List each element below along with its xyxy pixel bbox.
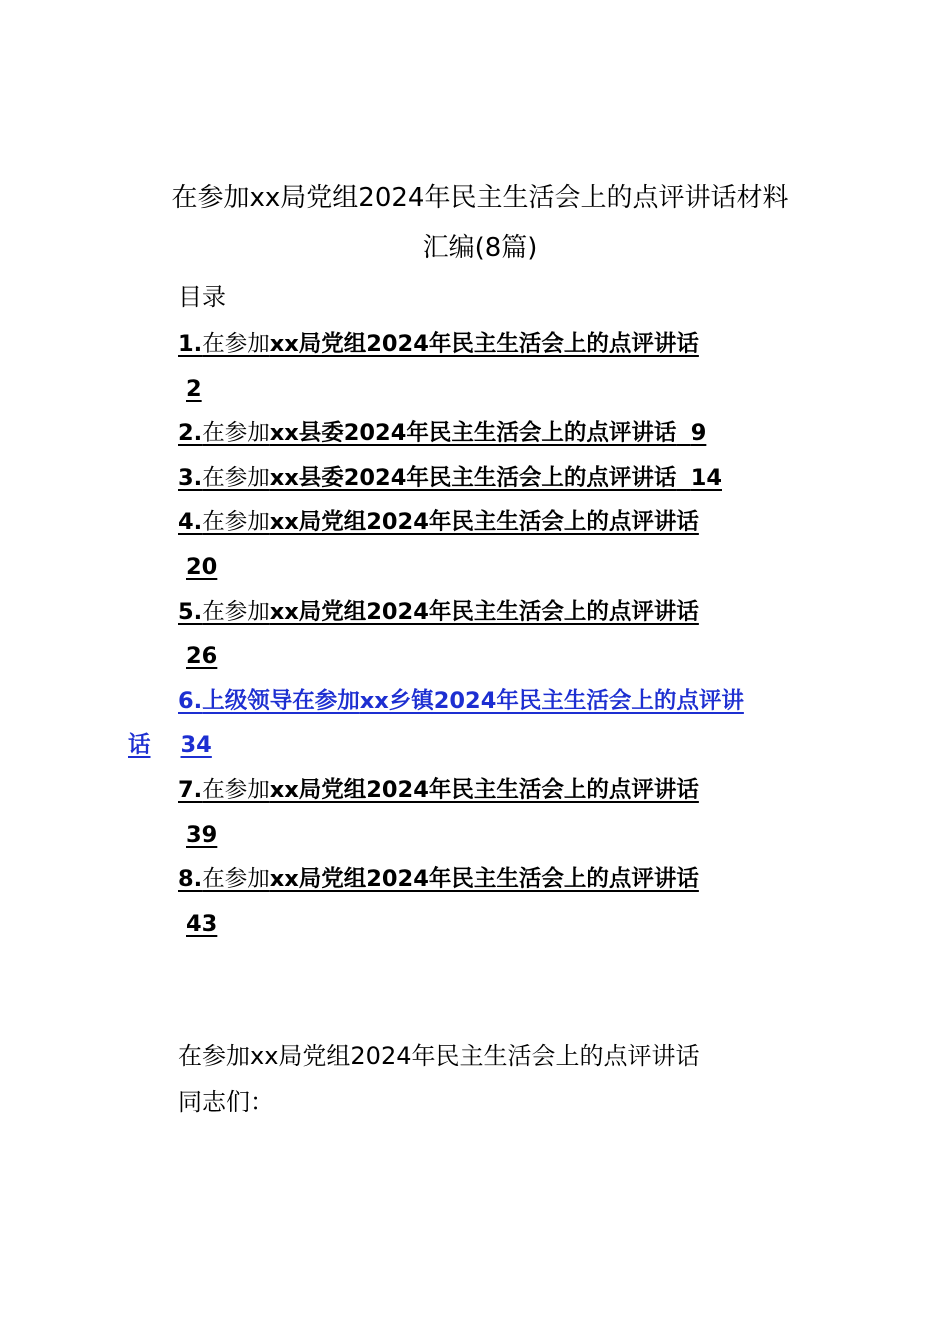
toc-page-number: 2 [186, 375, 202, 402]
toc-heading: 目录 [178, 283, 226, 311]
table-of-contents [128, 322, 828, 946]
toc-entry-5[interactable]: 5.在参加xx局党组2024年民主生活会上的点评讲话 26 [178, 598, 699, 670]
toc-page-number: 43 [186, 910, 218, 937]
salutation: 同志们： [178, 1088, 274, 1116]
toc-page-number: 9 [690, 420, 707, 447]
toc-page-number: 20 [186, 553, 218, 580]
toc-entry-2[interactable]: 2.在参加xx县委2024年民主生活会上的点评讲话 9 [178, 420, 707, 447]
toc-entry-6-link[interactable]: 6.上级领导在参加xx乡镇2024年民主生活会上的点评讲 话 34 [128, 687, 744, 759]
document-title-line-1: 在参加xx局党组2024年民主生活会上的点评讲话材料 [171, 183, 789, 213]
toc-entry-8[interactable]: 8.在参加xx局党组2024年民主生活会上的点评讲话 43 [178, 866, 699, 937]
toc-entry-3[interactable]: 3.在参加xx县委2024年民主生活会上的点评讲话 14 [178, 464, 722, 491]
toc-page-number: 39 [186, 821, 218, 848]
toc-entry-7[interactable]: 7.在参加xx局党组2024年民主生活会上的点评讲话 39 [178, 776, 699, 848]
toc-entry-1[interactable]: 1.在参加xx局党组2024年民主生活会上的点评讲话 2 [178, 331, 699, 402]
toc-page-number: 34 [180, 732, 212, 759]
toc-page-number: 14 [690, 464, 722, 491]
toc-entry-4[interactable]: 4.在参加xx局党组2024年民主生活会上的点评讲话 20 [178, 509, 699, 580]
toc-page-number: 26 [186, 643, 218, 670]
section-heading: 在参加xx局党组2024年民主生活会上的点评讲话 [178, 1042, 700, 1070]
document-title-line-2: 汇编(8篇) [422, 233, 538, 263]
